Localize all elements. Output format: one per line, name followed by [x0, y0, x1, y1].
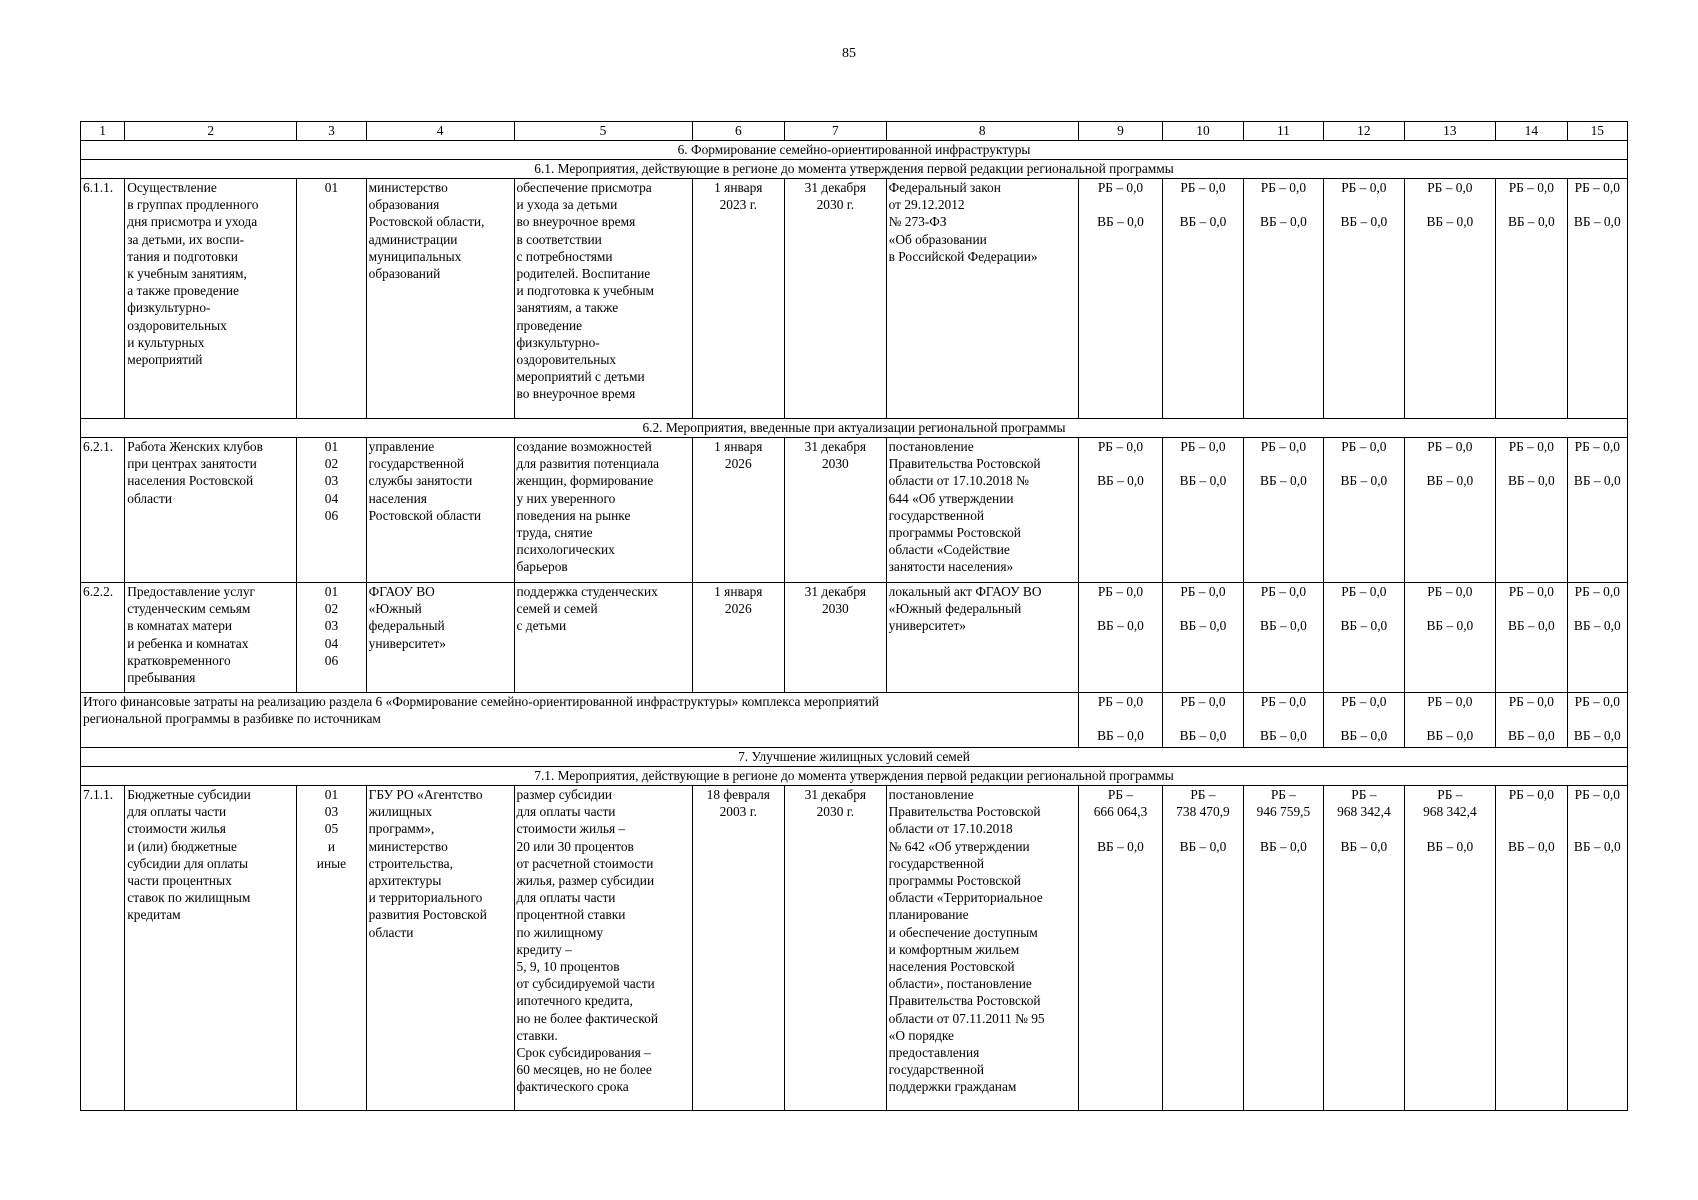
funding-cell: РБ – 0,0 ВБ – 0,0 [1496, 786, 1567, 1111]
indicator-codes: 01 02 03 04 06 [297, 438, 366, 583]
subsection-title: 7.1. Мероприятия, действующие в регионе до момента утверждения первой редакции региональной программы [81, 767, 1628, 786]
total-label: Итого финансовые затраты на реализацию раздела 6 «Формирование семейно-ориентированной инфраструктуры» комплекса мероприятий региональной программы в разбивке по источникам [81, 693, 1079, 748]
expected-result: создание возможностей для развития потенциала женщин, формирование у них уверенного поведения на рынке труда, снятие психологических барьеров [514, 438, 692, 583]
expected-result: поддержка студенческих семей и семей с детьми [514, 583, 692, 693]
total-funding-cell: РБ – 0,0 ВБ – 0,0 [1404, 693, 1496, 748]
subsection-title: 6.2. Мероприятия, введенные при актуализации региональной программы [81, 419, 1628, 438]
subsection-title: 6.1. Мероприятия, действующие в регионе до момента утверждения первой редакции региональной программы [81, 160, 1628, 179]
end-date: 31 декабря 2030 [785, 583, 887, 693]
funding-cell: РБ – 0,0 ВБ – 0,0 [1567, 583, 1627, 693]
funding-cell: РБ – 0,0 ВБ – 0,0 [1078, 583, 1162, 693]
end-date: 31 декабря 2030 г. [785, 179, 887, 419]
start-date: 1 января 2026 [692, 438, 785, 583]
funding-cell: РБ – 0,0 ВБ – 0,0 [1496, 438, 1567, 583]
column-number: 14 [1496, 122, 1567, 141]
funding-cell: РБ – 0,0 ВБ – 0,0 [1324, 438, 1404, 583]
column-number-row [81, 122, 1628, 141]
total-funding-cell: РБ – 0,0 ВБ – 0,0 [1567, 693, 1627, 748]
executor: ГБУ РО «Агентство жилищных программ», министерство строительства, архитектуры и территориального развития Ростовской области [366, 786, 514, 1111]
funding-cell: РБ – 0,0 ВБ – 0,0 [1163, 179, 1243, 419]
column-number: 15 [1567, 122, 1627, 141]
legal-basis: Федеральный закон от 29.12.2012 № 273-ФЗ «Об образовании в Российской Федерации» [886, 179, 1078, 419]
funding-cell: РБ – 0,0 ВБ – 0,0 [1404, 583, 1496, 693]
activity-name: Бюджетные субсидии для оплаты части стоимости жилья и (или) бюджетные субсидии для оплаты части процентных ставок по жилищным кредитам [125, 786, 297, 1111]
start-date: 18 февраля 2003 г. [692, 786, 785, 1111]
expected-result: обеспечение присмотра и ухода за детьми во внеурочное время в соответствии с потребностями родителей. Воспитание и подготовка к учебным занятиям, а также проведение физкультурно- оздоровительных мероприятий с детьми во внеурочное время [514, 179, 692, 419]
funding-cell: РБ – 0,0 ВБ – 0,0 [1078, 179, 1162, 419]
row-number: 7.1.1. [81, 786, 125, 1111]
funding-cell: РБ – 0,0 ВБ – 0,0 [1324, 179, 1404, 419]
total-funding-cell: РБ – 0,0 ВБ – 0,0 [1496, 693, 1567, 748]
total-funding-cell: РБ – 0,0 ВБ – 0,0 [1243, 693, 1323, 748]
activities-table [80, 121, 1628, 1111]
total-funding-cell: РБ – 0,0 ВБ – 0,0 [1163, 693, 1243, 748]
indicator-codes: 01 03 05 и иные [297, 786, 366, 1111]
legal-basis: локальный акт ФГАОУ ВО «Южный федеральный университет» [886, 583, 1078, 693]
funding-cell: РБ – 0,0 ВБ – 0,0 [1078, 438, 1162, 583]
column-number: 12 [1324, 122, 1404, 141]
funding-cell: РБ – 666 064,3 ВБ – 0,0 [1078, 786, 1162, 1111]
table-row [81, 438, 1628, 583]
column-number: 11 [1243, 122, 1323, 141]
row-number: 6.1.1. [81, 179, 125, 419]
column-number: 8 [886, 122, 1078, 141]
column-number: 6 [692, 122, 785, 141]
start-date: 1 января 2023 г. [692, 179, 785, 419]
table-row [81, 583, 1628, 693]
executor: ФГАОУ ВО «Южный федеральный университет» [366, 583, 514, 693]
funding-cell: РБ – 0,0 ВБ – 0,0 [1243, 583, 1323, 693]
funding-cell: РБ – 0,0 ВБ – 0,0 [1567, 179, 1627, 419]
funding-cell: РБ – 0,0 ВБ – 0,0 [1496, 179, 1567, 419]
section-title: 7. Улучшение жилищных условий семей [81, 748, 1628, 767]
table-row [81, 786, 1628, 1111]
funding-cell: РБ – 0,0 ВБ – 0,0 [1496, 583, 1567, 693]
column-number: 5 [514, 122, 692, 141]
column-number: 9 [1078, 122, 1162, 141]
row-number: 6.2.1. [81, 438, 125, 583]
total-funding-cell: РБ – 0,0 ВБ – 0,0 [1078, 693, 1162, 748]
legal-basis: постановление Правительства Ростовской области от 17.10.2018 № 644 «Об утверждении государственной программы Ростовской области «Содействие занятости населения» [886, 438, 1078, 583]
activity-name: Предоставление услуг студенческим семьям в комнатах матери и ребенка и комнатах кратковременного пребывания [125, 583, 297, 693]
funding-cell: РБ – 738 470,9 ВБ – 0,0 [1163, 786, 1243, 1111]
page-number: 85 [842, 46, 856, 61]
column-number: 10 [1163, 122, 1243, 141]
column-number: 13 [1404, 122, 1496, 141]
total-row [81, 693, 1628, 748]
funding-cell: РБ – 0,0 ВБ – 0,0 [1324, 583, 1404, 693]
column-number: 4 [366, 122, 514, 141]
total-funding-cell: РБ – 0,0 ВБ – 0,0 [1324, 693, 1404, 748]
indicator-codes: 01 [297, 179, 366, 419]
start-date: 1 января 2026 [692, 583, 785, 693]
section-title: 6. Формирование семейно-ориентированной инфраструктуры [81, 141, 1628, 160]
funding-cell: РБ – 0,0 ВБ – 0,0 [1404, 438, 1496, 583]
funding-cell: РБ – 0,0 ВБ – 0,0 [1567, 786, 1627, 1111]
funding-cell: РБ – 0,0 ВБ – 0,0 [1404, 179, 1496, 419]
indicator-codes: 01 02 03 04 06 [297, 583, 366, 693]
activity-name: Осуществление в группах продленного дня присмотра и ухода за детьми, их воспи- тания и подготовки к учебным занятиям, а также проведение физкультурно- оздоровительных и культурных мероприятий [125, 179, 297, 419]
funding-cell: РБ – 968 342,4 ВБ – 0,0 [1324, 786, 1404, 1111]
funding-cell: РБ – 0,0 ВБ – 0,0 [1243, 438, 1323, 583]
legal-basis: постановление Правительства Ростовской области от 17.10.2018 № 642 «Об утверждении государственной программы Ростовской области «Территориальное планирование и обеспечение доступным и комфортным жильем населения Ростовской области», постановление Правительства Ростовской области от 07.11.2011 № 95 «О порядке предоставления государственной поддержки гражданам [886, 786, 1078, 1111]
row-number: 6.2.2. [81, 583, 125, 693]
end-date: 31 декабря 2030 [785, 438, 887, 583]
funding-cell: РБ – 946 759,5 ВБ – 0,0 [1243, 786, 1323, 1111]
funding-cell: РБ – 0,0 ВБ – 0,0 [1163, 583, 1243, 693]
funding-cell: РБ – 0,0 ВБ – 0,0 [1243, 179, 1323, 419]
column-number: 3 [297, 122, 366, 141]
executor: управление государственной службы занятости населения Ростовской области [366, 438, 514, 583]
table-row [81, 179, 1628, 419]
funding-cell: РБ – 0,0 ВБ – 0,0 [1163, 438, 1243, 583]
column-number: 7 [785, 122, 887, 141]
end-date: 31 декабря 2030 г. [785, 786, 887, 1111]
executor: министерство образования Ростовской области, администрации муниципальных образований [366, 179, 514, 419]
expected-result: размер субсидии для оплаты части стоимости жилья – 20 или 30 процентов от расчетной стоимости жилья, размер субсидии для оплаты части процентной ставки по жилищному кредиту – 5, 9, 10 процентов от субсидируемой части ипотечного кредита, но не более фактической ставки. Срок субсидирования – 60 месяцев, но не более фактического срока [514, 786, 692, 1111]
activity-name: Работа Женских клубов при центрах занятости населения Ростовской области [125, 438, 297, 583]
funding-cell: РБ – 968 342,4 ВБ – 0,0 [1404, 786, 1496, 1111]
column-number: 2 [125, 122, 297, 141]
column-number: 1 [81, 122, 125, 141]
funding-cell: РБ – 0,0 ВБ – 0,0 [1567, 438, 1627, 583]
